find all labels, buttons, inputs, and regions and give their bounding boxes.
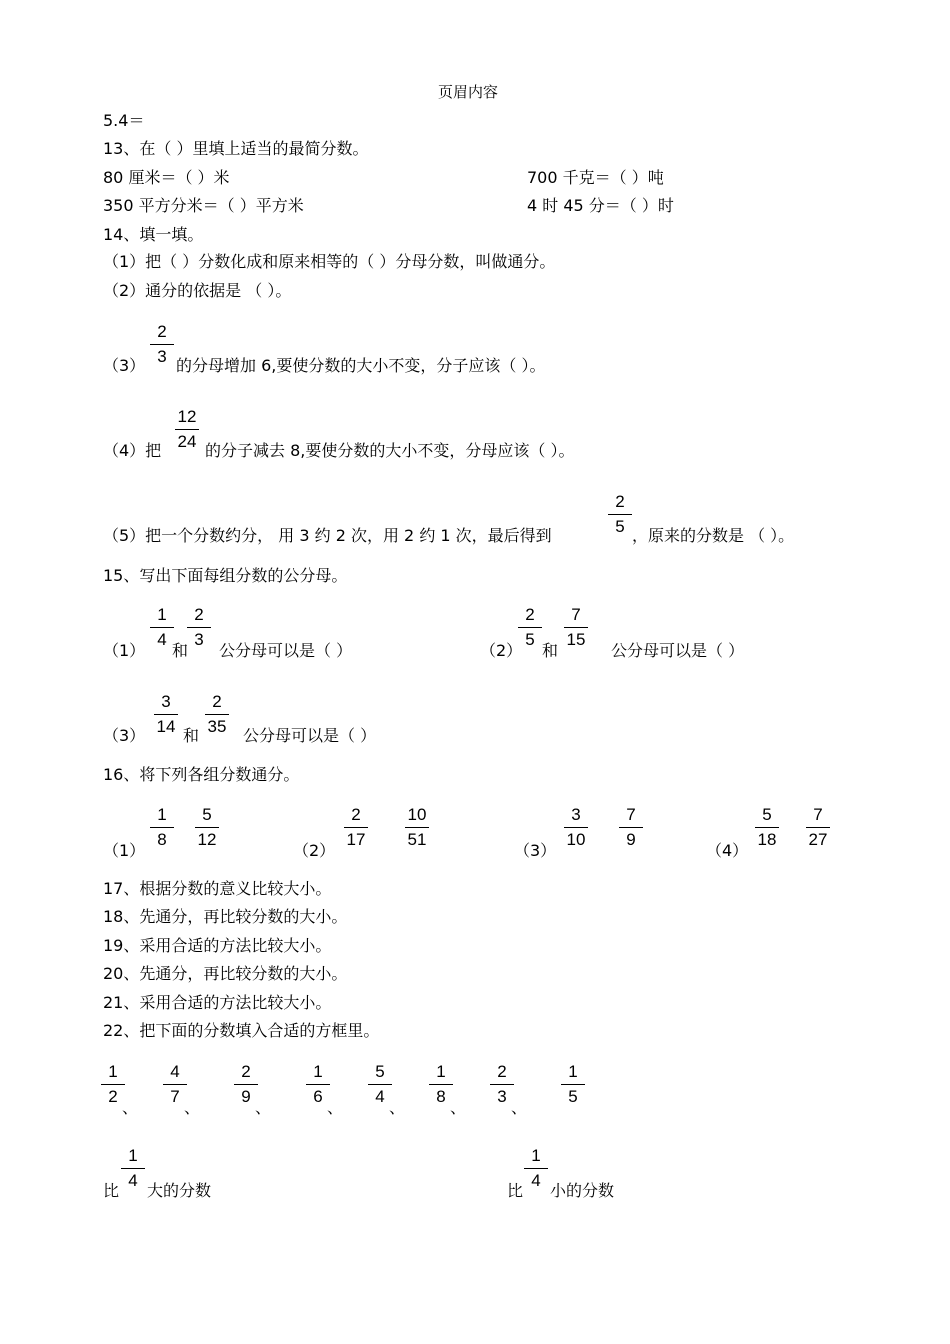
denominator: 9 xyxy=(241,1087,251,1106)
fraction-16-1b xyxy=(192,805,222,850)
numerator: 2 xyxy=(351,805,361,824)
denominator: 8 xyxy=(157,830,167,849)
denominator: 5 xyxy=(525,630,535,649)
denominator: 12 xyxy=(197,830,217,849)
denominator: 4 xyxy=(157,630,167,649)
numerator: 2 xyxy=(615,492,625,511)
numerator: 1 xyxy=(157,605,167,624)
fraction-16-2a xyxy=(341,805,371,850)
denominator: 7 xyxy=(170,1087,180,1106)
denominator: 15 xyxy=(566,630,586,649)
separator: 、 xyxy=(511,1098,528,1117)
question-13: 13、在（ ）里填上适当的最简分数。 xyxy=(103,139,369,158)
fraction-15-3b xyxy=(202,692,232,737)
bigger-label-text: 大的分数 xyxy=(147,1181,212,1200)
fraction-22-bigger xyxy=(118,1146,148,1191)
question-15-3-and: 和 xyxy=(183,726,200,745)
fraction-16-3a xyxy=(561,805,591,850)
numerator: 7 xyxy=(813,805,823,824)
numerator: 5 xyxy=(375,1062,385,1081)
numerator: 10 xyxy=(407,805,427,824)
line-5-4: 5.4＝ xyxy=(103,111,145,130)
question-21: 21、采用合适的方法比较大小。 xyxy=(103,993,332,1012)
numerator: 2 xyxy=(194,605,204,624)
denominator: 5 xyxy=(615,517,625,536)
question-16: 16、将下列各组分数通分。 xyxy=(103,765,300,784)
numerator: 1 xyxy=(128,1146,138,1165)
numerator: 2 xyxy=(525,605,535,624)
numerator: 2 xyxy=(241,1062,251,1081)
separator: 、 xyxy=(122,1098,139,1117)
numerator: 1 xyxy=(313,1062,323,1081)
numerator: 1 xyxy=(531,1146,541,1165)
numerator: 12 xyxy=(177,407,197,426)
question-16-3-prefix: （3） xyxy=(514,841,557,860)
denominator: 10 xyxy=(566,830,586,849)
question-15: 15、写出下面每组分数的公分母。 xyxy=(103,566,348,585)
question-15-1-prefix: （1） xyxy=(103,641,146,660)
question-14-4-text: 的分子减去 8,要使分数的大小不变，分母应该（ ）。 xyxy=(205,441,575,460)
page-header: 页眉内容 xyxy=(438,83,499,101)
question-15-1-text: 公分母可以是（ ） xyxy=(219,641,353,660)
fraction-16-3b xyxy=(616,805,646,850)
separator: 、 xyxy=(450,1098,467,1117)
question-14-3-text: 的分母增加 6,要使分数的大小不变，分子应该（ ）。 xyxy=(176,356,546,375)
denominator: 3 xyxy=(194,630,204,649)
question-16-1-prefix: （1） xyxy=(103,841,146,860)
denominator: 2 xyxy=(108,1087,118,1106)
separator: 、 xyxy=(389,1098,406,1117)
fraction-22-8 xyxy=(558,1062,588,1107)
question-13-a: 80 厘米＝（ ）米 xyxy=(103,168,230,187)
numerator: 5 xyxy=(762,805,772,824)
denominator: 51 xyxy=(407,830,427,849)
question-14-5-prefix: （5）把一个分数约分， 用 3 约 2 次，用 2 约 1 次，最后得到 xyxy=(103,526,552,545)
fraction-16-4b xyxy=(803,805,833,850)
fraction-14-3 xyxy=(147,322,177,367)
denominator: 17 xyxy=(346,830,366,849)
numerator: 3 xyxy=(161,692,171,711)
smaller-label-text: 小的分数 xyxy=(550,1181,615,1200)
question-20: 20、先通分，再比较分数的大小。 xyxy=(103,964,348,983)
question-16-2-prefix: （2） xyxy=(293,841,336,860)
question-16-4-prefix: （4） xyxy=(706,841,749,860)
numerator: 3 xyxy=(571,805,581,824)
numerator: 7 xyxy=(571,605,581,624)
denominator: 24 xyxy=(177,432,197,451)
denominator: 6 xyxy=(313,1087,323,1106)
fraction-15-2b xyxy=(561,605,591,650)
numerator: 2 xyxy=(212,692,222,711)
denominator: 3 xyxy=(157,347,167,366)
question-14-4-prefix: （4）把 xyxy=(103,441,162,460)
denominator: 8 xyxy=(436,1087,446,1106)
denominator: 27 xyxy=(808,830,828,849)
denominator: 5 xyxy=(568,1087,578,1106)
question-13-d: 4 时 45 分＝（ ）时 xyxy=(527,196,674,215)
question-15-3-prefix: （3） xyxy=(103,726,146,745)
question-18: 18、先通分，再比较分数的大小。 xyxy=(103,907,348,926)
numerator: 1 xyxy=(436,1062,446,1081)
denominator: 4 xyxy=(375,1087,385,1106)
separator: 、 xyxy=(327,1098,344,1117)
numerator: 1 xyxy=(568,1062,578,1081)
fraction-14-5 xyxy=(605,492,635,537)
fraction-15-2a xyxy=(515,605,545,650)
question-14-2: （2）通分的依据是 （ ）。 xyxy=(103,281,292,300)
numerator: 7 xyxy=(626,805,636,824)
question-14: 14、填一填。 xyxy=(103,225,204,244)
numerator: 1 xyxy=(108,1062,118,1081)
numerator: 4 xyxy=(170,1062,180,1081)
fraction-16-2b xyxy=(402,805,432,850)
numerator: 1 xyxy=(157,805,167,824)
fraction-15-3a xyxy=(151,692,181,737)
question-15-2-prefix: （2） xyxy=(480,641,523,660)
fraction-16-1a xyxy=(147,805,177,850)
denominator: 35 xyxy=(207,717,227,736)
denominator: 3 xyxy=(497,1087,507,1106)
question-15-2-text: 公分母可以是（ ） xyxy=(611,641,745,660)
fraction-15-1b xyxy=(184,605,214,650)
bigger-label-prefix: 比 xyxy=(103,1181,120,1200)
fraction-16-4a xyxy=(752,805,782,850)
question-17: 17、根据分数的意义比较大小。 xyxy=(103,879,332,898)
question-15-2-and: 和 xyxy=(542,641,559,660)
separator: 、 xyxy=(255,1098,272,1117)
question-13-c: 350 平方分米＝（ ）平方米 xyxy=(103,196,304,215)
numerator: 2 xyxy=(497,1062,507,1081)
denominator: 4 xyxy=(531,1171,541,1190)
fraction-22-smaller xyxy=(521,1146,551,1191)
denominator: 14 xyxy=(156,717,176,736)
denominator: 9 xyxy=(626,830,636,849)
numerator: 2 xyxy=(157,322,167,341)
fraction-14-4 xyxy=(172,407,202,452)
question-19: 19、采用合适的方法比较大小。 xyxy=(103,936,332,955)
question-15-1-and: 和 xyxy=(172,641,189,660)
question-14-5-text: ，原来的分数是 （ ）。 xyxy=(632,526,795,545)
question-15-3-text: 公分母可以是（ ） xyxy=(243,726,377,745)
separator: 、 xyxy=(184,1098,201,1117)
question-22: 22、把下面的分数填入合适的方框里。 xyxy=(103,1021,380,1040)
numerator: 5 xyxy=(202,805,212,824)
smaller-label-prefix: 比 xyxy=(507,1181,524,1200)
question-14-1: （1）把（ ）分数化成和原来相等的（ ）分母分数，叫做通分。 xyxy=(103,252,556,271)
question-13-b: 700 千克＝（ ）吨 xyxy=(527,168,664,187)
denominator: 4 xyxy=(128,1171,138,1190)
denominator: 18 xyxy=(757,830,777,849)
question-14-3-prefix: （3） xyxy=(103,356,146,375)
